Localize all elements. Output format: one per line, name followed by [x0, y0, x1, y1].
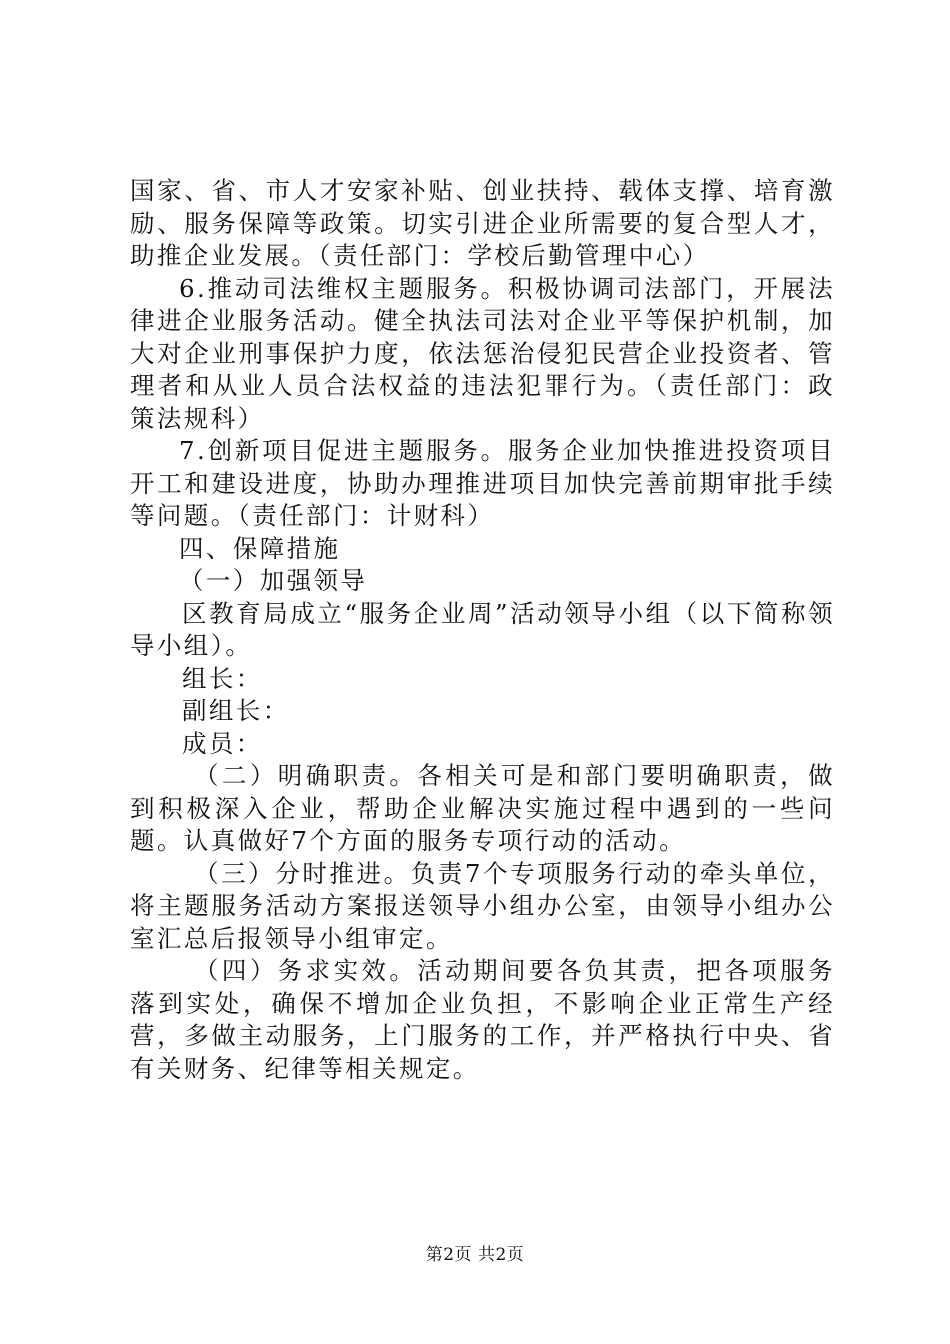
page-footer [0, 1244, 950, 1266]
paragraph-talent-policy: 国家、省、市人才安家补贴、创业扶持、载体支撑、培育激励、服务保障等政策。切实引进企业所需要的复合型人才，助推企业发展。（责任部门：学校后勤管理中心） [130, 176, 835, 270]
document-body [130, 175, 835, 1085]
paragraph-phased-progress: （三）分时推进。负责7个专项服务行动的牵头单位，将主题服务活动方案报送领导小组办公室，由领导小组办公室汇总后报领导小组审定。 [130, 858, 835, 953]
group-leader-line: 组长： [182, 663, 263, 693]
page-number: 第2页 共2页 [425, 1245, 525, 1265]
deputy-leader-line: 副组长： [182, 696, 290, 725]
paragraph-project-service: 7.创新项目促进主题服务。服务企业加快推进投资项目开工和建设进度，协助办理推进项目加快完善前期审批手续等问题。（责任部门：计财科） [130, 436, 835, 530]
paragraph-effectiveness: （四）务求实效。活动期间要各负其责，把各项服务落到实处，确保不增加企业负担，不影响企业正常生产经营，多做主动服务，上门服务的工作，并严格执行中央、省有关财务、纪律等相关规定。 [130, 956, 835, 1083]
paragraph-judicial-service: 6.推动司法维权主题服务。积极协调司法部门，开展法律进企业服务活动。健全执法司法对企业平等保护机制，加大对企业刑事保护力度，依法惩治侵犯民营企业投资者、管理者和从业人员合法权益的违法犯罪行为。（责任部门：政策法规科） [130, 273, 835, 433]
paragraph-responsibilities: （二）明确职责。各相关可是和部门要明确职责，做到积极深入企业，帮助企业解决实施过程中遇到的一些问题。认真做好7个方面的服务专项行动的活动。 [130, 761, 835, 855]
members-line: 成员： [182, 728, 263, 758]
section-heading-safeguards: 四、保障措施 [179, 533, 341, 563]
subheading-leadership: （一）加强领导 [179, 566, 368, 595]
paragraph-leading-group: 区教育局成立“服务企业周”活动领导小组（以下简称领导小组）。 [130, 598, 835, 660]
